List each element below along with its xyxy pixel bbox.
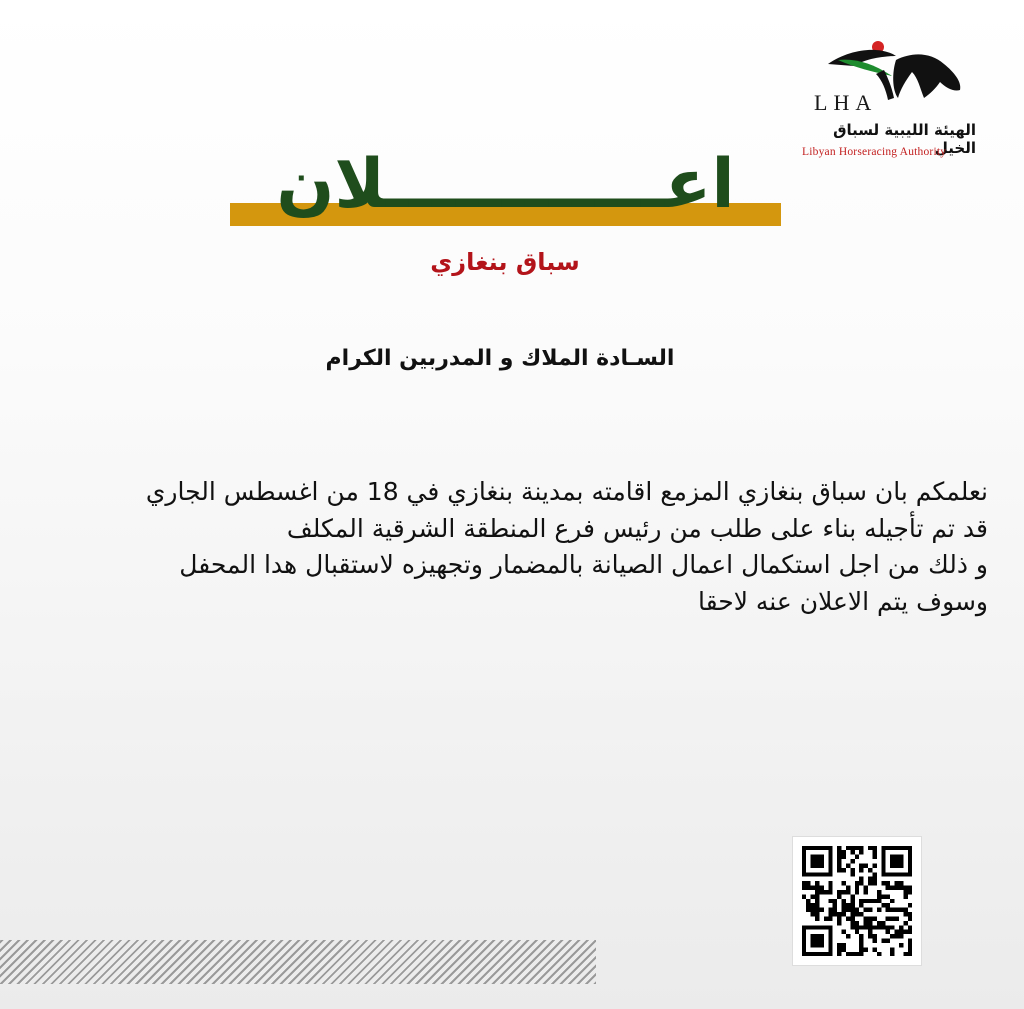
logo-abbreviation: LHA <box>814 90 878 115</box>
body-line: وسوف يتم الاعلان عنه لاحقا <box>697 586 988 616</box>
announcement-title: اعــــــــــــلان <box>276 145 735 224</box>
qr-code-icon <box>792 836 922 966</box>
lha-logo <box>796 38 986 168</box>
announcement-subtitle: سباق بنغازي <box>430 248 580 276</box>
body-line: قد تم تأجيله بناء على طلب من رئيس فرع المنطقة الشرقية المكلف <box>286 513 988 543</box>
logo-arabic-name: الهيئة الليبية لسباق الخيل <box>833 121 976 157</box>
decorative-stripes <box>0 940 596 984</box>
logo-english-name: Libyan Horseracing Authority <box>802 146 947 158</box>
body-line: نعلمكم بان سباق بنغازي المزمع اقامته بمدينة بنغازي في 18 من اغسطس الجاري <box>145 477 988 506</box>
body-line: و ذلك من اجل استكمال اعمال الصيانة بالمضمار وتجهيزه لاستقبال هدا المحفل <box>179 550 988 579</box>
greeting-line: السـادة الملاك و المدربين الكرام <box>325 346 675 371</box>
announcement-body <box>40 474 988 620</box>
